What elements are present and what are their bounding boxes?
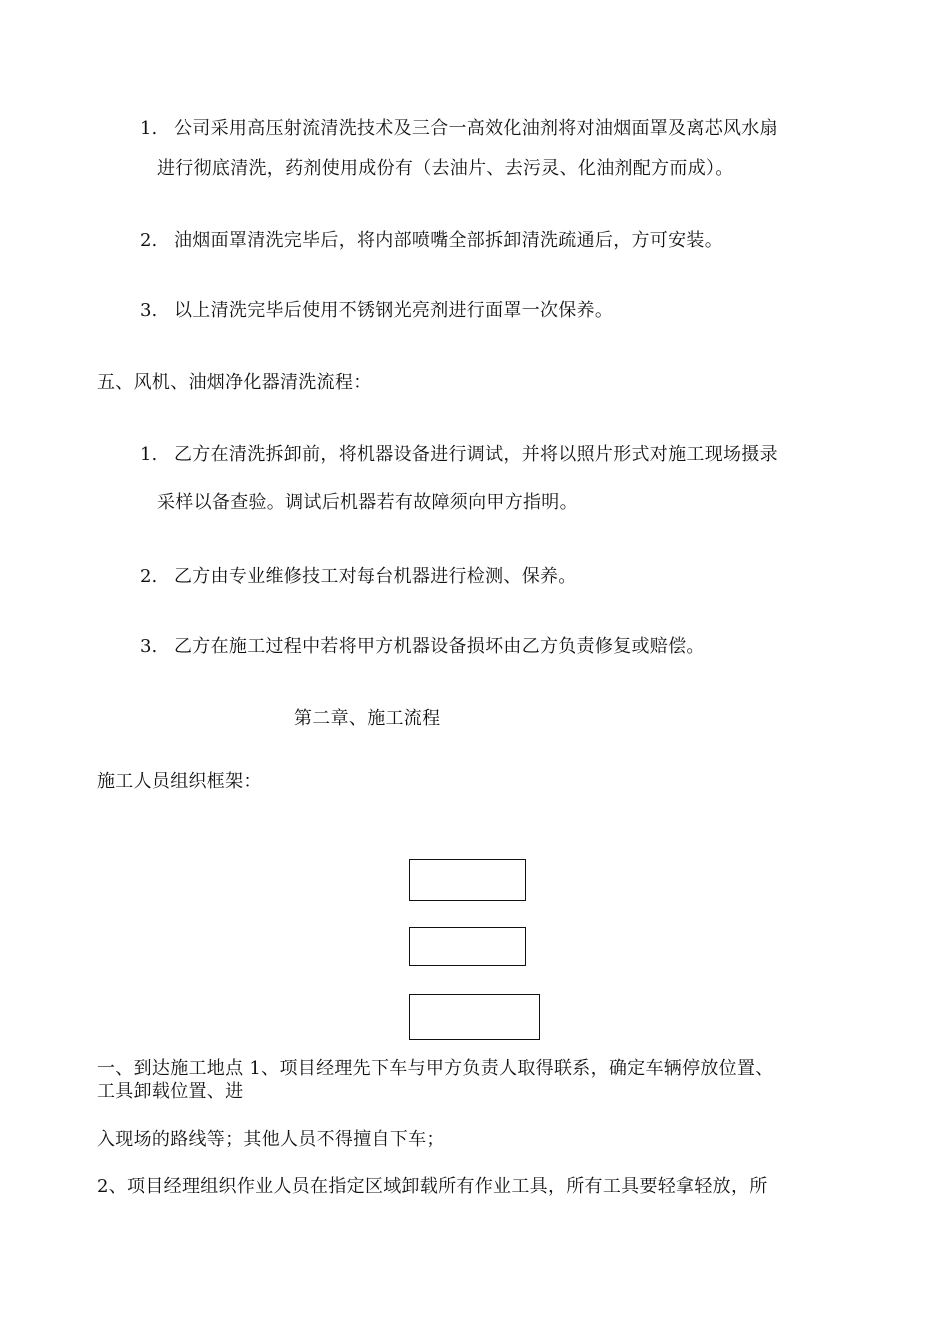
s5-item3-line1: 乙方在施工过程中若将甲方机器设备损坏由乙方负责修复或赔偿。 bbox=[174, 636, 705, 657]
s4-item3-line1: 以上清洗完毕后使用不锈钢光亮剂进行面罩一次保养。 bbox=[174, 300, 614, 321]
org-chart-heading: 施工人员组织框架： bbox=[97, 771, 262, 792]
section5-heading: 五、风机、油烟净化器清洗流程： bbox=[97, 372, 372, 393]
org-box-top bbox=[409, 859, 526, 901]
paragraph-arrival-line2: 工具卸载位置、进 bbox=[97, 1081, 244, 1102]
s4-item1-number: 1. bbox=[140, 118, 158, 139]
s4-item1-line2: 进行彻底清洗，药剂使用成份有（去油片、去污灵、化油剂配方而成）。 bbox=[157, 158, 734, 179]
s4-item3-number: 3. bbox=[140, 300, 158, 321]
s5-item1-line2: 采样以备查验。调试后机器若有故障须向甲方指明。 bbox=[157, 492, 578, 513]
paragraph-arrival-line3: 入现场的路线等；其他人员不得擅自下车； bbox=[97, 1129, 445, 1150]
s5-item3-number: 3. bbox=[140, 636, 158, 657]
s4-item1-line1: 公司采用高压射流清洗技术及三合一高效化油剂将对油烟面罩及离芯风水扇 bbox=[174, 118, 778, 139]
paragraph-arrival-line1: 一、到达施工地点 1、项目经理先下车与甲方负责人取得联系，确定车辆停放位置、 bbox=[97, 1058, 774, 1079]
s4-item2-number: 2. bbox=[140, 230, 158, 251]
paragraph-unload: 2、项目经理组织作业人员在指定区域卸载所有作业工具，所有工具要轻拿轻放，所 bbox=[97, 1176, 768, 1197]
s4-item2-line1: 油烟面罩清洗完毕后，将内部喷嘴全部拆卸清洗疏通后，方可安装。 bbox=[174, 230, 723, 251]
s5-item2-number: 2. bbox=[140, 566, 158, 587]
s5-item1-line1: 乙方在清洗拆卸前，将机器设备进行调试，并将以照片形式对施工现场摄录 bbox=[174, 444, 778, 465]
org-box-bottom bbox=[409, 994, 540, 1040]
s5-item2-line1: 乙方由专业维修技工对每台机器进行检测、保养。 bbox=[174, 566, 577, 587]
chapter-title: 第二章、施工流程 bbox=[294, 708, 441, 729]
org-box-middle bbox=[409, 927, 526, 966]
s5-item1-number: 1. bbox=[140, 444, 158, 465]
